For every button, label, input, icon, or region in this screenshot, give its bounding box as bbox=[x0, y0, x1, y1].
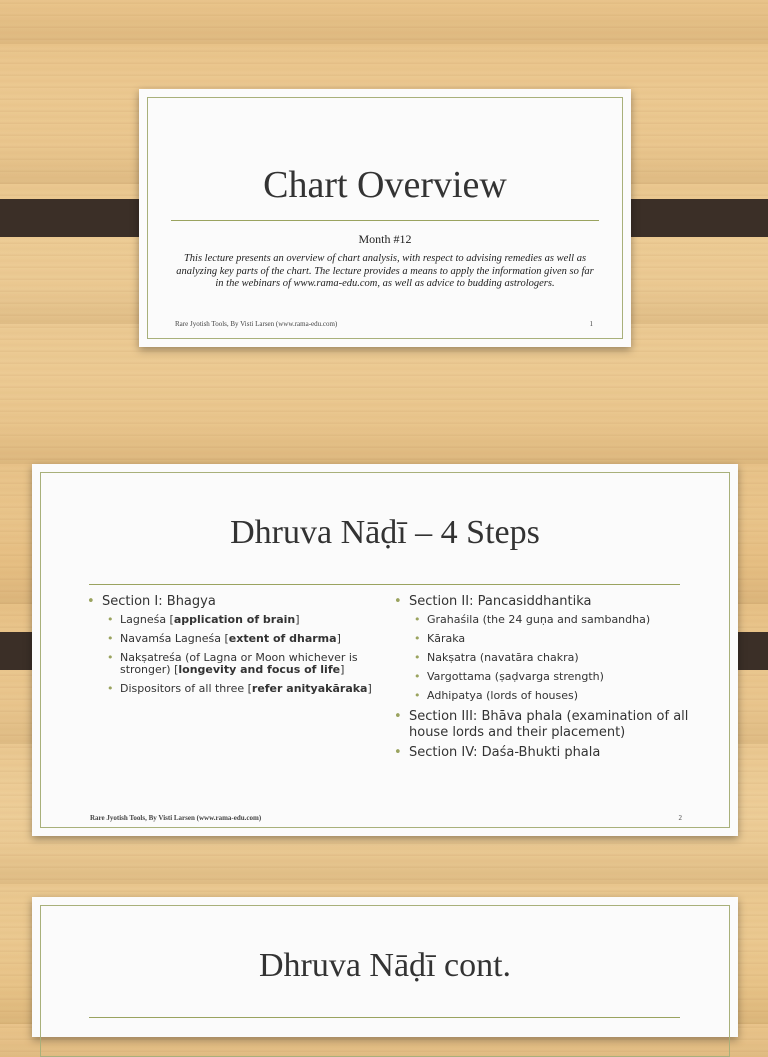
slide-title: Chart Overview bbox=[263, 164, 507, 206]
list-item: • Navamśa Lagneśa [extent of dharma] bbox=[87, 633, 377, 645]
slide-1[interactable] bbox=[139, 89, 631, 347]
lecture-description: This lecture presents an overview of chart analysis, with respect to advising remedies as well as analyzing key parts of the chart. The lecture provides a means to apply the information given so far in the webinars of www.rama-edu.com, as well as advice to budding astrologers. bbox=[176, 253, 594, 289]
list-item: • Vargottama (ṣaḍvarga strength) bbox=[394, 671, 690, 683]
slide-title: Dhruva Nāḍī – 4 Steps bbox=[230, 514, 540, 551]
slide-title: Dhruva Nāḍī cont. bbox=[258, 947, 512, 984]
title-divider bbox=[171, 220, 599, 221]
slide-2[interactable] bbox=[32, 464, 738, 836]
title-divider bbox=[89, 1017, 680, 1018]
slide-footer: Rare Jyotish Tools, By Visti Larsen (www.rama-edu.com) bbox=[175, 320, 338, 328]
page-number: 2 bbox=[678, 814, 682, 822]
page-number: 1 bbox=[589, 320, 593, 328]
list-item: • Kāraka bbox=[394, 633, 690, 645]
dark-bar bbox=[612, 199, 768, 237]
list-item: • Grahaśila (the 24 guṇa and sambandha) bbox=[394, 614, 690, 626]
section-heading: • Section III: Bhāva phala (examination of all house lords and their placement) bbox=[394, 709, 690, 741]
right-column bbox=[394, 594, 690, 765]
dark-bar bbox=[0, 199, 160, 237]
list-item: • Nakṣatreśa (of Lagna or Moon whichever is stronger) [longevity and focus of life] bbox=[87, 652, 377, 676]
list-item: • Dispositors of all three [refer anityakāraka] bbox=[87, 683, 377, 695]
title-divider bbox=[89, 584, 680, 585]
slide-footer: Rare Jyotish Tools, By Visti Larsen (www.rama-edu.com) bbox=[90, 814, 262, 822]
section-heading: • Section I: Bhagya bbox=[87, 594, 377, 610]
section-heading: • Section II: Pancasiddhantika bbox=[394, 594, 690, 610]
slide-border bbox=[147, 97, 623, 339]
list-item: • Adhipatya (lords of houses) bbox=[394, 690, 690, 702]
slide-3[interactable] bbox=[32, 897, 738, 1037]
list-item: • Nakṣatra (navatāra chakra) bbox=[394, 652, 690, 664]
left-column bbox=[87, 594, 377, 702]
list-item: • Lagneśa [application of brain] bbox=[87, 614, 377, 626]
month-label: Month #12 bbox=[358, 232, 412, 246]
section-heading: • Section IV: Daśa-Bhukti phala bbox=[394, 745, 690, 761]
